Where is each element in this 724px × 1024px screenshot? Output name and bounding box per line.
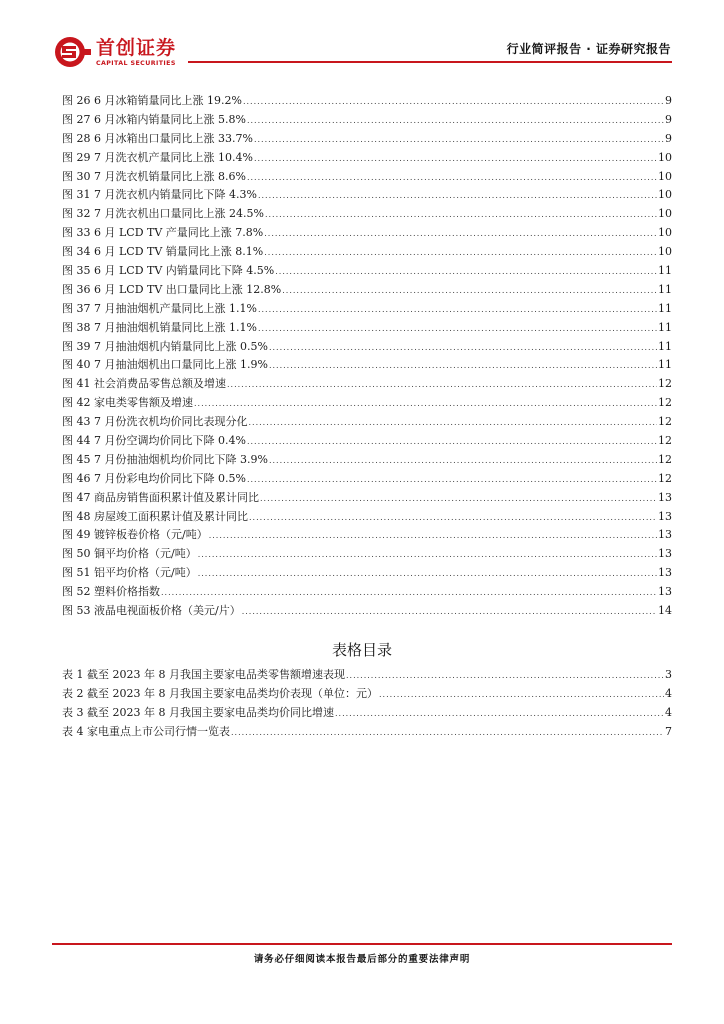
toc-entry-label: 图 46 7 月份彩电均价同比下降 0.5% [62,471,246,485]
toc-entry[interactable] [62,508,672,527]
toc-entry[interactable] [62,704,672,723]
toc-entry-page: 13 [658,490,672,504]
report-type: 行业简评报告 · 证券研究报告 [506,42,671,56]
toc-entry-label: 图 47 商品房销售面积累计值及累计同比 [62,490,259,504]
toc-dot-leader [248,414,657,432]
toc-dot-leader [247,169,657,187]
toc-entry-label: 图 39 7 月抽油烟机内销量同比上涨 0.5% [62,339,268,353]
toc-entry-label: 表 2 截至 2023 年 8 月我国主要家电品类均价表现（单位：元） [62,686,378,700]
toc-entry-page: 9 [665,94,672,107]
header-divider [188,61,672,63]
toc-dot-leader [265,206,657,224]
toc-dot-leader [260,490,657,508]
toc-entry[interactable] [62,526,672,545]
toc-entry[interactable] [62,723,672,742]
toc-entry[interactable] [62,685,672,704]
toc-entry-page: 7 [665,724,672,738]
toc-entry-page: 13 [658,547,672,561]
toc-entry-page: 11 [658,339,672,353]
toc-entry-page: 4 [665,686,672,700]
toc-entry[interactable] [62,489,672,508]
toc-entry-label: 图 34 6 月 LCD TV 销量同比上涨 8.1% [62,245,264,259]
toc-entry[interactable] [62,224,672,243]
toc-entry-page: 13 [658,528,672,542]
toc-entry-page: 12 [658,434,672,448]
toc-entry-label: 图 27 6 月冰箱内销量同比上涨 5.8% [62,112,246,126]
toc-dot-leader [264,244,657,262]
toc-entry-label: 图 26 6 月冰箱销量同比上涨 19.2% [62,94,242,107]
toc-entry[interactable] [62,413,672,432]
toc-entry-page: 12 [658,415,672,429]
figure-toc-list [62,92,672,621]
toc-dot-leader [275,263,657,281]
toc-entry[interactable] [62,375,672,394]
toc-entry[interactable] [62,394,672,413]
toc-entry[interactable] [62,168,672,187]
toc-dot-leader [258,301,657,319]
toc-entry-page: 3 [665,668,672,681]
toc-entry-label: 图 29 7 月洗衣机产量同比上涨 10.4% [62,150,253,164]
toc-entry-label: 图 40 7 月抽油烟机出口量同比上涨 1.9% [62,358,268,372]
toc-entry-label: 图 38 7 月抽油烟机销量同比上涨 1.1% [62,320,257,334]
toc-entry[interactable] [62,300,672,319]
toc-entry-page: 4 [665,705,672,719]
toc-dot-leader [243,93,664,111]
toc-entry[interactable] [62,149,672,168]
toc-entry-page: 12 [658,396,672,410]
toc-dot-leader [249,509,657,527]
toc-entry-label: 表 3 截至 2023 年 8 月我国主要家电品类均价同比增速 [62,705,334,719]
toc-entry-label: 表 4 家电重点上市公司行情一览表 [62,724,230,738]
toc-entry[interactable] [62,545,672,564]
toc-entry-page: 10 [658,245,672,259]
toc-entry-label: 表 1 截至 2023 年 8 月我国主要家电品类零售额增速表现 [62,668,345,681]
toc-entry-label: 图 51 铝平均价格（元/吨） [62,566,197,580]
toc-entry-label: 图 31 7 月洗衣机内销量同比下降 4.3% [62,188,257,202]
toc-dot-leader [227,376,657,394]
toc-entry[interactable] [62,356,672,375]
toc-entry[interactable] [62,243,672,262]
toc-entry-page: 11 [658,320,672,334]
toc-entry-page: 10 [658,226,672,240]
toc-dot-leader [269,339,657,357]
toc-entry-label: 图 45 7 月份抽油烟机均价同比下降 3.9% [62,452,268,466]
toc-entry-page: 13 [658,566,672,580]
toc-entry-page: 12 [658,452,672,466]
toc-dot-leader [198,546,657,564]
table-toc-title: 表格目录 [331,641,392,659]
toc-entry-label: 图 49 镀锌板卷价格（元/吨） [62,528,208,542]
toc-entry-page: 14 [658,604,672,618]
toc-entry-page: 11 [658,301,672,315]
toc-entry-label: 图 42 家电类零售额及增速 [62,396,193,410]
toc-entry-label: 图 28 6 月冰箱出口量同比上涨 33.7% [62,131,253,145]
toc-dot-leader [247,433,657,451]
toc-entry-label: 图 36 6 月 LCD TV 出口量同比上涨 12.8% [62,282,282,296]
brand-name-en: CAPITAL SECURITIES [96,60,176,67]
toc-entry-page: 11 [658,358,672,372]
toc-entry[interactable] [62,111,672,130]
toc-entry-label: 图 44 7 月份空调均价同比下降 0.4% [62,434,246,448]
toc-dot-leader [247,112,664,130]
toc-entry[interactable] [62,564,672,583]
toc-entry-label: 图 33 6 月 LCD TV 产量同比上涨 7.8% [62,226,264,240]
toc-entry[interactable] [62,281,672,300]
toc-entry[interactable] [62,432,672,451]
toc-entry-page: 10 [658,207,672,221]
toc-dot-leader [209,527,657,545]
toc-entry[interactable] [62,319,672,338]
page-header [0,0,724,70]
toc-entry-page: 13 [658,509,672,523]
toc-dot-leader [198,565,657,583]
toc-dot-leader [231,724,664,742]
toc-entry-label: 图 30 7 月洗衣机销量同比上涨 8.6% [62,169,246,183]
toc-dot-leader [269,452,657,470]
footer-disclaimer: 请务必仔细阅读本报告最后部分的重要法律声明 [253,954,471,965]
toc-entry-label: 图 37 7 月抽油烟机产量同比上涨 1.1% [62,301,257,315]
toc-entry-page: 10 [658,169,672,183]
table-toc-list [62,666,672,742]
toc-entry-label: 图 32 7 月洗衣机出口量同比上涨 24.5% [62,207,264,221]
toc-entry-page: 10 [658,150,672,164]
toc-entry-page: 9 [665,131,672,145]
toc-dot-leader [335,705,664,723]
toc-entry-label: 图 53 液晶电视面板价格（美元/片） [62,604,241,618]
brand-name-cn: 首创证券 [96,37,177,59]
footer-divider [52,943,672,945]
toc-entry-page: 12 [658,377,672,391]
toc-dot-leader [161,584,657,602]
toc-entry-page: 12 [658,471,672,485]
toc-dot-leader [258,320,657,338]
toc-entry-label: 图 43 7 月份洗衣机均价同比表现分化 [62,415,248,429]
toc-entry[interactable] [62,205,672,224]
toc-entry-page: 11 [658,282,672,296]
toc-dot-leader [346,667,664,685]
toc-entry[interactable] [62,262,672,281]
toc-entry-label: 图 50 铜平均价格（元/吨） [62,547,197,561]
toc-dot-leader [247,471,657,489]
toc-dot-leader [282,282,657,300]
toc-entry-label: 图 52 塑料价格指数 [62,585,160,599]
toc-entry-page: 11 [658,264,672,278]
toc-dot-leader [254,131,664,149]
toc-entry[interactable] [62,338,672,357]
toc-entry-label: 图 35 6 月 LCD TV 内销量同比下降 4.5% [62,264,275,278]
toc-dot-leader [264,225,657,243]
toc-dot-leader [379,686,664,704]
toc-entry[interactable] [62,186,672,205]
toc-entry-page: 10 [658,188,672,202]
toc-entry-label: 图 48 房屋竣工面积累计值及累计同比 [62,509,248,523]
toc-entry[interactable] [62,451,672,470]
toc-entry-label: 图 41 社会消费品零售总额及增速 [62,377,226,391]
toc-entry[interactable] [62,92,672,111]
toc-entry[interactable] [62,583,672,602]
toc-dot-leader [258,187,657,205]
toc-entry[interactable] [62,470,672,489]
toc-entry-page: 13 [658,585,672,599]
toc-entry-page: 9 [665,112,672,126]
toc-dot-leader [269,357,657,375]
toc-dot-leader [242,603,657,621]
toc-dot-leader [194,395,657,413]
toc-entry[interactable] [62,130,672,149]
capital-securities-logo-icon [52,36,92,68]
toc-entry[interactable] [62,666,672,685]
toc-dot-leader [254,150,657,168]
toc-entry[interactable] [62,602,672,621]
